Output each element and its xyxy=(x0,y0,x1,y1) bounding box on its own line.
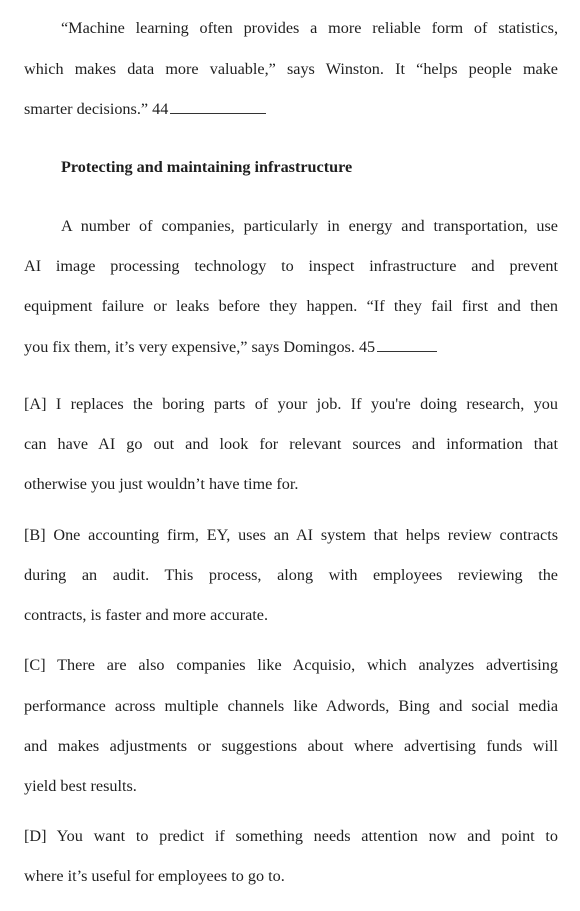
answer-blank-44 xyxy=(170,99,266,114)
option-a-line-2: can have AI go out and look for relevant sources and information that xyxy=(24,435,558,453)
option-d-line-2: where it’s useful for employees to go to. xyxy=(24,867,285,885)
option-c-line-4: yield best results. xyxy=(24,777,137,795)
option-b-line-1: [B] One accounting firm, EY, uses an AI system that helps review contracts xyxy=(24,526,558,544)
section-line-4 xyxy=(24,337,558,357)
option-a-line-1: [A] I replaces the boring parts of your job. If you're doing research, you xyxy=(24,395,558,413)
option-b-line-2: during an audit. This process, along with employees reviewing the xyxy=(24,566,558,584)
option-c-line-3: and makes adjustments or suggestions about where advertising funds will xyxy=(24,737,558,755)
option-a-line-3: otherwise you just wouldn’t have time for. xyxy=(24,475,299,493)
option-c-line-2: performance across multiple channels like Adwords, Bing and social media xyxy=(24,697,558,715)
section-line-1: A number of companies, particularly in energy and transportation, use xyxy=(61,217,558,235)
option-d-line-1: [D] You want to predict if something needs attention now and point to xyxy=(24,827,558,845)
section-line-2: AI image processing technology to inspect infrastructure and prevent xyxy=(24,257,558,275)
option-b-line-3: contracts, is faster and more accurate. xyxy=(24,606,269,624)
section-line-4-text: you fix them, it’s very expensive,” says Domingos. 45 xyxy=(24,338,376,356)
section-line-3: equipment failure or leaks before they happen. “If they fail first and then xyxy=(24,297,558,315)
passage-line-2: which makes data more valuable,” says Winston. It “helps people make xyxy=(24,60,558,78)
passage-line-3 xyxy=(24,99,558,119)
option-c-line-1: [C] There are also companies like Acquisio, which analyzes advertising xyxy=(24,656,558,674)
answer-blank-45 xyxy=(377,337,437,352)
section-heading: Protecting and maintaining infrastructure xyxy=(61,158,353,176)
passage-line-1: “Machine learning often provides a more reliable form of statistics, xyxy=(61,19,558,37)
passage-line-3-text: smarter decisions.” 44 xyxy=(24,100,169,118)
